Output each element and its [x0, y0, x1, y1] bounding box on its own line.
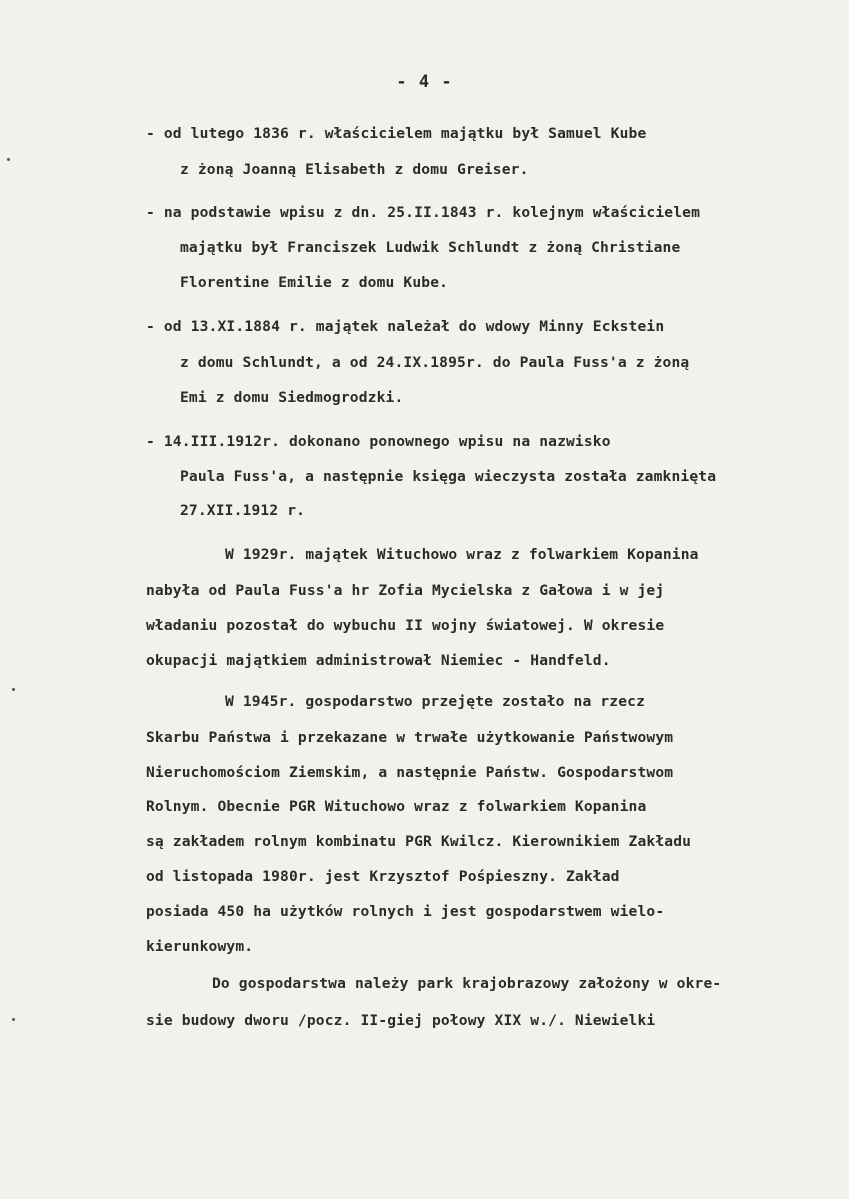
bullet-1-line-1: - od lutego 1836 r. właścicielem majątku był Samuel Kube	[146, 125, 647, 142]
paragraph-1-line-1: W 1929r. majątek Wituchowo wraz z folwarkiem Kopanina	[225, 546, 699, 563]
bullet-3-line-1: - od 13.XI.1884 r. majątek należał do wdowy Minny Eckstein	[146, 318, 665, 335]
paragraph-2-line-1: W 1945r. gospodarstwo przejęte zostało na rzecz	[225, 693, 646, 710]
paragraph-2-line-5: są zakładem rolnym kombinatu PGR Kwilcz. Kierownikiem Zakładu	[146, 833, 692, 850]
margin-mark	[12, 1018, 15, 1021]
bullet-4-line-3: 27.XII.1912 r.	[180, 502, 306, 519]
paragraph-3-line-1: Do gospodarstwa należy park krajobrazowy założony w okre-	[212, 975, 722, 992]
paragraph-3-line-2: sie budowy dworu /pocz. II-giej połowy XIX w./. Niewielki	[146, 1012, 656, 1029]
bullet-2-line-3: Florentine Emilie z domu Kube.	[180, 274, 449, 291]
bullet-4-line-2: Paula Fuss'a, a następnie księga wieczysta została zamknięta	[180, 468, 717, 485]
bullet-1-line-2: z żoną Joanną Elisabeth z domu Greiser.	[180, 161, 529, 178]
bullet-3-line-2: z domu Schlundt, a od 24.IX.1895r. do Paula Fuss'a z żoną	[180, 354, 690, 371]
paragraph-1-line-4: okupacji majątkiem administrował Niemiec - Handfeld.	[146, 652, 611, 669]
margin-mark	[12, 688, 15, 691]
page-number: - 4 -	[396, 72, 453, 92]
paragraph-2-line-6: od listopada 1980r. jest Krzysztof Pośpieszny. Zakład	[146, 868, 620, 885]
bullet-3-line-3: Emi z domu Siedmogrodzki.	[180, 389, 404, 406]
margin-mark	[7, 158, 10, 161]
paragraph-2-line-8: kierunkowym.	[146, 938, 254, 955]
bullet-4-line-1: - 14.III.1912r. dokonano ponownego wpisu na nazwisko	[146, 433, 611, 450]
paragraph-1-line-2: nabyła od Paula Fuss'a hr Zofia Mycielska z Gałowa i w jej	[146, 582, 665, 599]
paragraph-2-line-4: Rolnym. Obecnie PGR Wituchowo wraz z folwarkiem Kopanina	[146, 798, 647, 815]
paragraph-1-line-3: władaniu pozostał do wybuchu II wojny światowej. W okresie	[146, 617, 665, 634]
paragraph-2-line-2: Skarbu Państwa i przekazane w trwałe użytkowanie Państwowym	[146, 729, 674, 746]
paragraph-2-line-7: posiada 450 ha użytków rolnych i jest gospodarstwem wielo-	[146, 903, 665, 920]
paragraph-2-line-3: Nieruchomościom Ziemskim, a następnie Państw. Gospodarstwom	[146, 764, 674, 781]
bullet-2-line-1: - na podstawie wpisu z dn. 25.II.1843 r. kolejnym właścicielem	[146, 204, 701, 221]
bullet-2-line-2: majątku był Franciszek Ludwik Schlundt z żoną Christiane	[180, 239, 681, 256]
